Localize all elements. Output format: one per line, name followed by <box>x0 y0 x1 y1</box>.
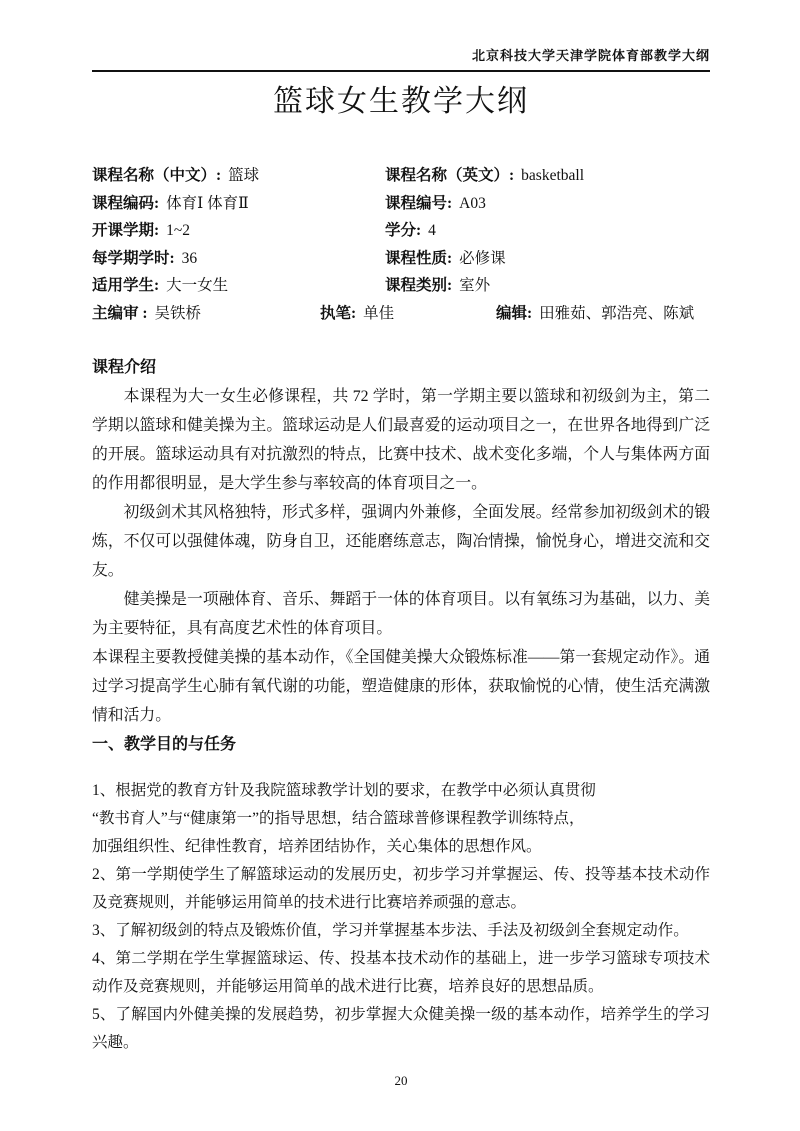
objective-item-3: 3、了解初级剑的特点及锻炼价值，学习并掌握基本步法、手法及初级剑全套规定动作。 <box>92 922 689 939</box>
course-category-label: 课程类别: <box>385 277 453 294</box>
course-name-cn-label: 课程名称（中文）: <box>92 167 222 184</box>
header-rule <box>92 70 710 72</box>
course-code-value: 体育Ⅰ 体育Ⅱ <box>166 194 249 212</box>
course-credits-label: 学分: <box>385 222 422 239</box>
writer-value: 单佳 <box>363 304 395 322</box>
course-students-value: 大一女生 <box>166 277 229 294</box>
course-hours <box>92 245 385 273</box>
course-info-row-semester <box>92 217 710 245</box>
course-semester <box>92 217 385 245</box>
course-name-en <box>385 162 710 190</box>
course-name-cn <box>92 162 385 190</box>
chief-editor-label: 主编审 : <box>92 304 148 322</box>
objective-line-3: 加强组织性、纪律性教育，培养团结协作，关心集体的思想作风。 <box>92 838 542 855</box>
objective-item-4: 4、第二学期在学生掌握篮球运、传、投基本技术动作的基础上，进一步学习篮球专项技术动作及竞赛规则，并能够运用简单的战术进行比赛，培养良好的思想品质。 <box>92 950 710 995</box>
course-students-label: 适用学生: <box>92 277 160 294</box>
course-info-row-students <box>92 272 710 300</box>
course-code <box>92 190 385 218</box>
course-code-label: 课程编码: <box>92 194 160 212</box>
intro-paragraph-3: 健美操是一项融体育、音乐、舞蹈于一体的体育项目。以有氧练习为基础，以力、美为主要特征，具有高度艺术性的体育项目。 <box>92 591 710 637</box>
intro-paragraph-1: 本课程为大一女生必修课程，共 72 学时，第一学期主要以篮球和初级剑为主，第二学期以篮球和健美操为主。篮球运动是人们最喜爱的运动项目之一，在世界各地得到广泛的开展。篮球运动具有对抗激烈的特点，比赛中技术、战术变化多端，个人与集体两方面的作用都很明显，是大学生参与率较高的体育项目之一。 <box>92 388 710 492</box>
document-title: 篮球女生教学大纲 <box>273 85 529 118</box>
course-credits-value: 4 <box>428 222 436 239</box>
course-students <box>92 272 385 300</box>
course-name-cn-value: 篮球 <box>228 167 260 184</box>
course-hours-label: 每学期学时: <box>92 249 175 267</box>
course-info-block <box>92 162 710 327</box>
course-category <box>385 272 710 300</box>
editors-value: 田雅茹、郭浩亮、陈斌 <box>539 304 695 322</box>
chief-editor <box>92 300 320 328</box>
course-nature-label: 课程性质: <box>385 249 453 267</box>
objective-line-2: “教书育人”与“健康第一”的指导思想，结合篮球普修课程教学训练特点， <box>92 810 585 827</box>
course-category-value: 室外 <box>459 277 491 294</box>
intro-paragraph-4: 本课程主要教授健美操的基本动作，《全国健美操大众锻炼标准——第一套规定动作》。通过学习提高学生心肺有氧代谢的功能，塑造健康的形体，获取愉悦的心情，使生活充满激情和活力。 <box>92 649 710 724</box>
course-semester-value: 1~2 <box>166 222 191 239</box>
objective-item-5: 5、了解国内外健美操的发展趋势，初步掌握大众健美操一级的基本动作，培养学生的学习兴趣。 <box>92 1006 710 1051</box>
intro-paragraph-2: 初级剑术其风格独特，形式多样，强调内外兼修，全面发展。经常参加初级剑术的锻炼，不仅可以强健体魂，防身自卫，还能磨练意志，陶冶情操，愉悦身心，增进交流和交友。 <box>92 504 710 579</box>
course-info-row-hours <box>92 245 710 273</box>
section1-heading: 一、教学目的与任务 <box>92 736 237 753</box>
writer <box>320 300 496 328</box>
editors-label: 编辑: <box>496 304 533 322</box>
course-number <box>385 190 710 218</box>
objective-line-1: 1、根据党的教育方针及我院篮球教学计划的要求，在教学中必须认真贯彻 <box>92 782 596 799</box>
course-info-row-staff <box>92 300 710 328</box>
course-name-en-label: 课程名称（英文）: <box>385 167 515 184</box>
course-info-row-name <box>92 162 710 190</box>
objective-item-2: 2、第一学期使学生了解篮球运动的发展历史，初步学习并掌握运、传、投等基本技术动作及竞赛规则，并能够运用简单的技术进行比赛培养顽强的意志。 <box>92 866 710 911</box>
writer-label: 执笔: <box>320 304 357 322</box>
chief-editor-value: 吴铁桥 <box>154 304 202 322</box>
course-nature <box>385 245 710 273</box>
page-number: 20 <box>394 1073 408 1088</box>
header-institution: 北京科技大学天津学院体育部教学大纲 <box>471 48 710 63</box>
editors <box>496 300 710 328</box>
course-number-label: 课程编号: <box>385 194 453 212</box>
course-nature-value: 必修课 <box>459 249 506 267</box>
course-number-value: A03 <box>459 194 486 212</box>
course-name-en-value: basketball <box>521 167 585 184</box>
intro-heading: 课程介绍 <box>92 359 157 376</box>
course-semester-label: 开课学期: <box>92 222 160 239</box>
course-info-row-code <box>92 190 710 218</box>
course-credits <box>385 217 710 245</box>
course-hours-value: 36 <box>181 249 198 267</box>
